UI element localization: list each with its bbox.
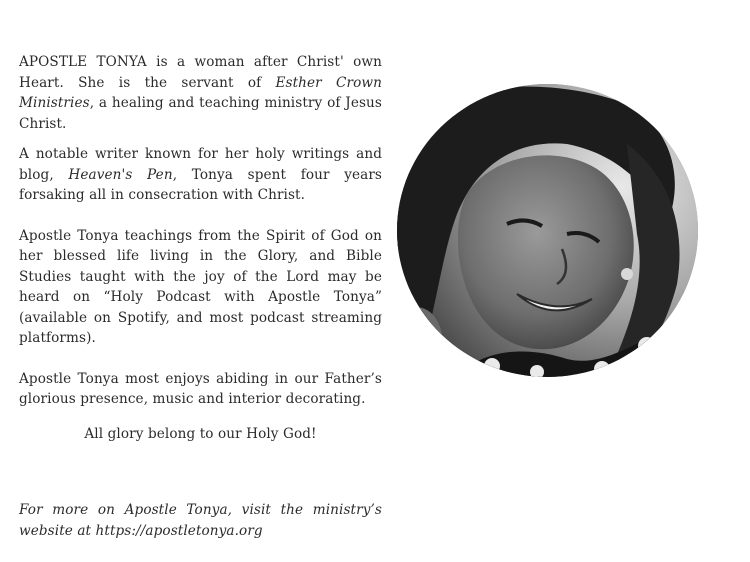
bio-paragraph-podcast: Apostle Tonya teachings from the Spirit of God on her blessed life living in the Glory, and Bible Studies taught with the joy of the Lord may be heard on “Holy Podcast with Apostle Tonya” (available on Spotify, and most podcast streaming platforms). [19,227,382,346]
writer-text-b: , Tonya spent four years forsaking all in consecration with Christ. [19,166,383,203]
blog-name: Heaven's Pen [68,166,173,183]
bio-paragraph-interests: Apostle Tonya most enjoys abiding in our Father’s glorious presence, music and interior decorating. [19,370,382,407]
ministry-name: Esther Crown Ministries [19,74,382,111]
bio-intro-text-a: is a woman after Christ' own Heart. She is the servant of [19,54,382,91]
bio-paragraph-intro [19,52,382,134]
bio-name: APOSTLE TONYA [19,54,147,70]
bio-paragraph-writer [19,144,382,206]
bio-text-column [19,52,382,541]
closing-line: All glory belong to our Holy God! [84,425,317,442]
writer-text-a: A notable writer known for her holy writings and blog, [19,146,382,183]
portrait-illustration [397,84,698,377]
website-note: For more on Apostle Tonya, visit the ministry’s website at https://apostletonya.org [19,502,382,539]
portrait-photo [397,84,698,377]
bio-intro-text-b: , a healing and teaching ministry of Jesus Christ. [19,95,382,132]
